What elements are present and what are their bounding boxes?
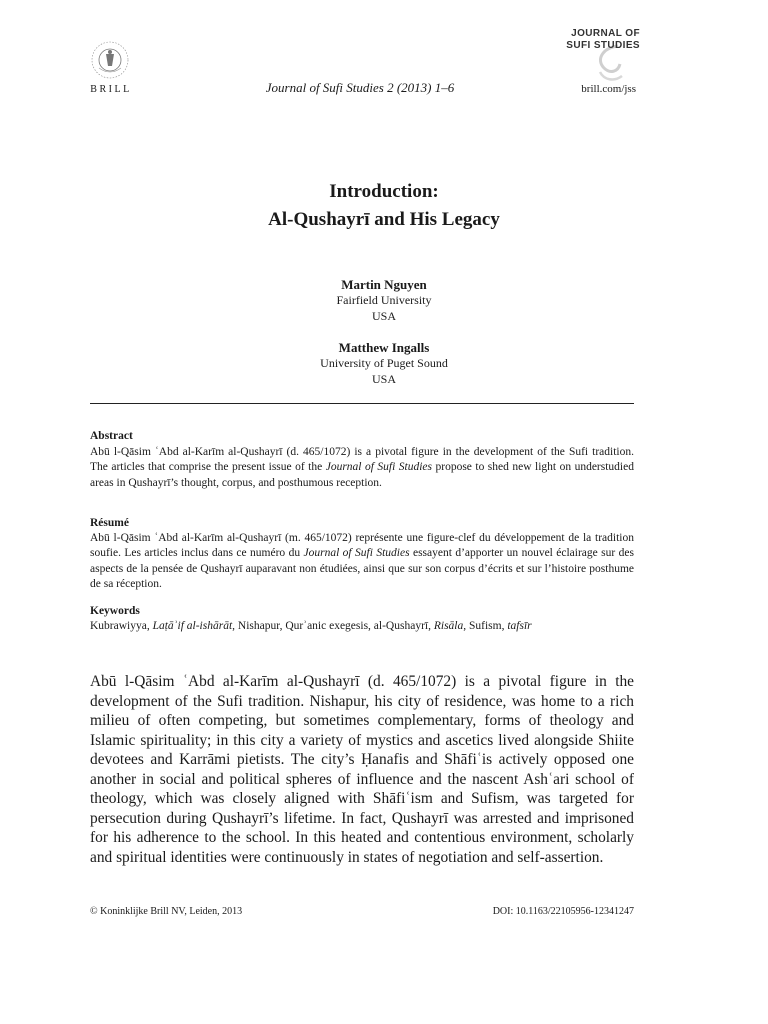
publisher-name: BRILL — [90, 84, 132, 95]
journal-name: Journal of Sufi Studies — [325, 461, 432, 474]
abstract-heading: Abstract — [90, 430, 133, 442]
affiliation-institution: Fairfield University — [336, 293, 432, 307]
journal-name: Journal of Sufi Studies — [303, 547, 410, 560]
resume-heading: Résumé — [90, 517, 129, 529]
sufi-studies-logo-icon — [560, 28, 640, 88]
keywords-heading: Keywords — [90, 605, 140, 617]
affiliation-country: USA — [371, 371, 396, 386]
article-title — [150, 178, 618, 234]
affiliation-country: USA — [371, 308, 396, 323]
brill-seal-icon — [84, 38, 136, 86]
affiliation-institution: University of Puget Sound — [320, 356, 448, 370]
author-name: Matthew Ingalls — [338, 340, 430, 355]
body-paragraph: Abū l-Qāsim ʿAbd al-Karīm al-Qushayrī (d. 465/1072) is a pivotal figure in the development of the Sufi tradition. Nishapur, his city of residence, was home to a rich milieu of often competing, but sometimes complementary, forms of theology and Islamic spirituality; in this city a variety of mystics and ascetics lived alongside Shiite devotees and Karrāmi pietists. The city’s Ḥanafis and Shāfiʿis actively opposed one another in social and political spheres of influence and the nascent Ashʿari school of theology, which was closely aligned with Shāfiʿism and Sufism, was targeted for persecution during Qushayrī’s lifetime. In fact, Qushayrī was arrested and imprisoned for his adherence to the school. In this heated and contentious environment, scholarly and spiritual identities were continuously in states of negotiation and self-assertion. — [90, 673, 634, 866]
resume-text: Abū l-Qāsim ʿAbd al-Karīm al-Qushayrī (m. 465/1072) représente une figure-clef du développement de la tradition soufie. Les articles inclus dans ce numéro du Journal of Sufi Studies essayent d’apporter un nouvel éclairage sur des aspects de la pensée de Qushayrī auparavant non étudiées, ainsi que sur son corpus d’écrits et sur l’histoire posthume de sa réception. — [90, 532, 634, 590]
keywords-list: Kubrawiyya, Laṭāʾif al-ishārāt, Nishapur, Qurʾanic exegesis, al-Qushayrī, Risāla, Sufism, tafsīr — [90, 620, 532, 632]
journal-logo-line2: SUFI STUDIES — [566, 40, 640, 51]
author-affiliation — [200, 356, 568, 387]
abstract-text: Abū l-Qāsim ʿAbd al-Karīm al-Qushayrī (d. 465/1072) is a pivotal figure in the development of the Sufi tradition. The articles that comprise the present issue of the Journal of Sufi Studies propose to shed new light on understudied areas in Qushayrī’s thought, corpus, and posthumous reception. — [90, 446, 634, 489]
journal-citation: Journal of Sufi Studies 2 (2013) 1–6 — [265, 80, 455, 95]
journal-logo-line1: JOURNAL OF — [571, 28, 640, 39]
copyright-notice: © Koninklijke Brill NV, Leiden, 2013 — [90, 906, 243, 917]
divider — [90, 403, 634, 404]
author-affiliation — [200, 293, 568, 324]
doi[interactable]: DOI: 10.1163/22105956-12341247 — [492, 906, 634, 917]
journal-url[interactable]: brill.com/jss — [581, 83, 636, 95]
author-name: Martin Nguyen — [341, 277, 427, 292]
title-line-1: Introduction: — [329, 181, 439, 202]
title-line-2: Al-Qushayrī and His Legacy — [268, 209, 500, 230]
